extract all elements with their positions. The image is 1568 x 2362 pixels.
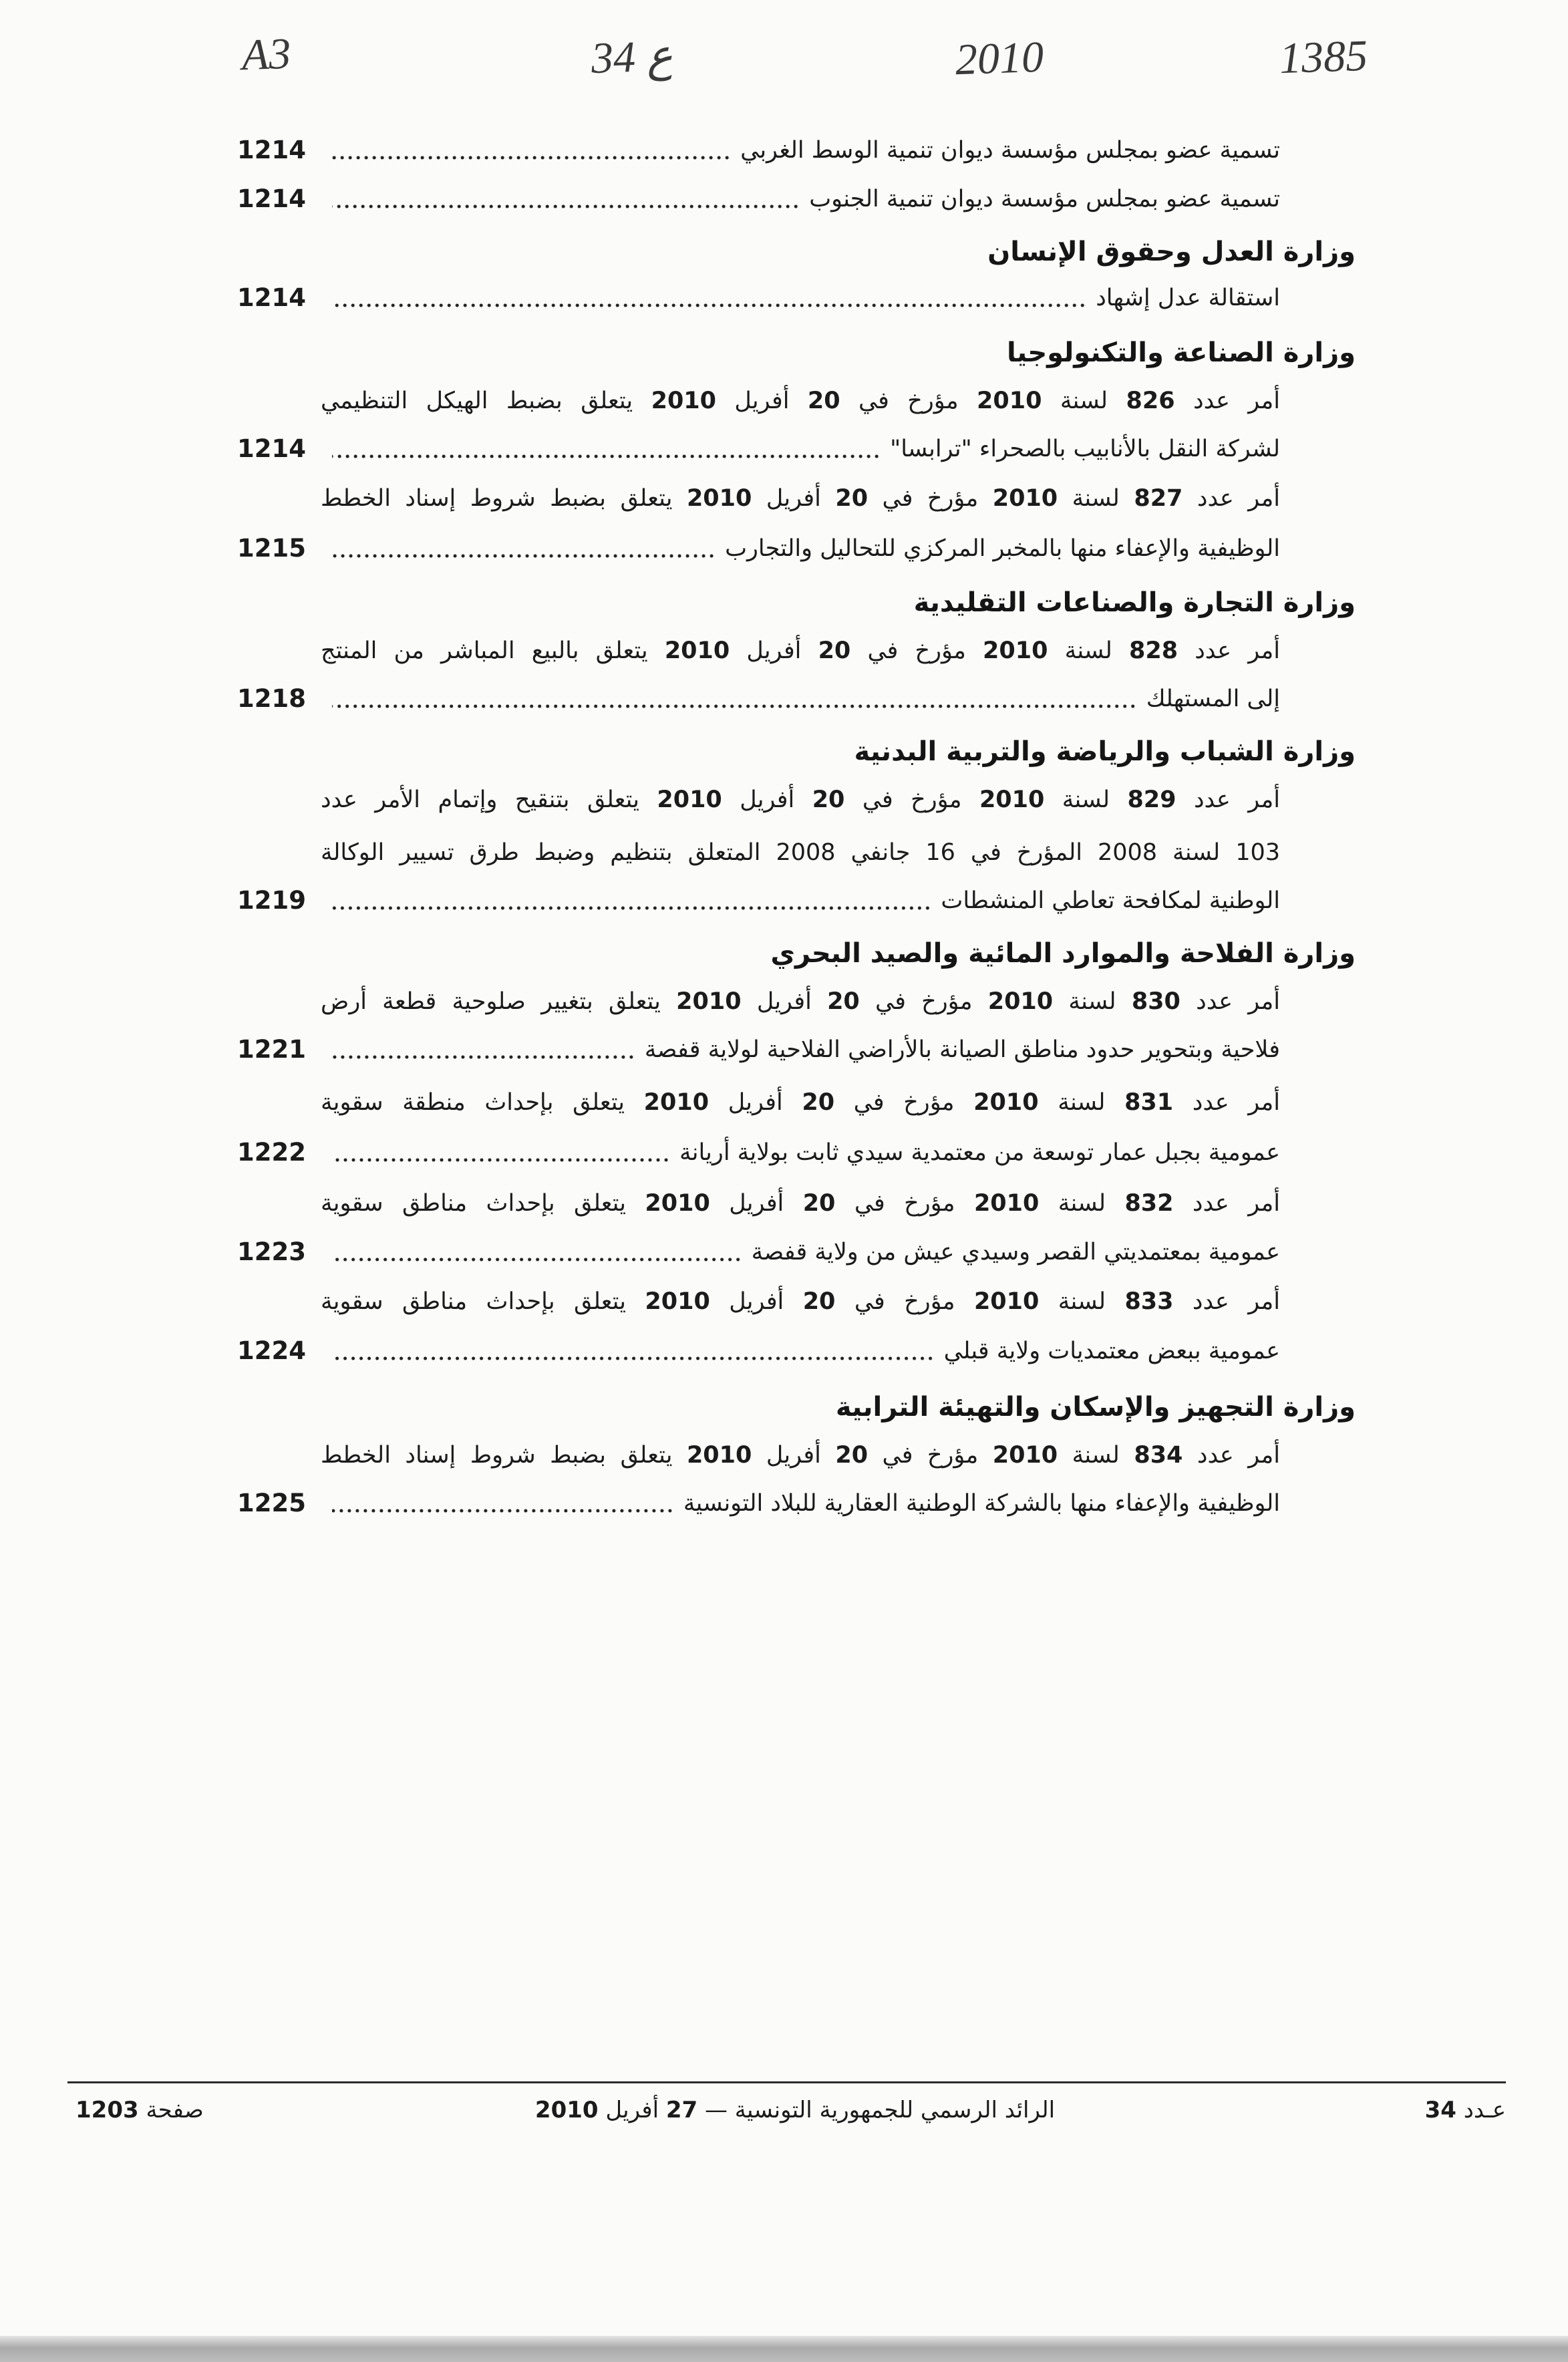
dot-leader (332, 905, 931, 911)
page-number: 1221 (237, 1035, 306, 1064)
bold-number: 2010 (992, 1442, 1058, 1469)
entry-text-line: أمر عدد 826 لسنة 2010 مؤرخ في 20 أفريل 2010 يتعلق بضبط الهيكل التنظيمي (321, 388, 1281, 414)
page-number: 1222 (237, 1138, 306, 1167)
bold-number: 20 (802, 1089, 835, 1116)
entry-text: عمومية بمعتمديتي القصر وسيدي عيش من ولاية قفصة (751, 1239, 1280, 1266)
bold-number: 831 (1124, 1089, 1174, 1116)
footer-journal-title: الرائد الرسمي للجمهورية التونسية — 27 أفريل 2010 (534, 2097, 1056, 2123)
bold-number: 2010 (979, 786, 1045, 813)
dot-leader (332, 1054, 635, 1060)
bold-number: 34 (1424, 2097, 1456, 2123)
toc-entry-line (237, 529, 1280, 569)
bold-number: 2010 (686, 485, 752, 512)
toc-entry-line (237, 1133, 1280, 1173)
entry-text-line: أمر عدد 834 لسنة 2010 مؤرخ في 20 أفريل 2010 يتعلق بضبط شروط إسناد الخطط (321, 1442, 1280, 1469)
entry-text: الوظيفية والإعفاء منها بالشركة الوطنية العقارية للبلاد التونسية (683, 1490, 1280, 1517)
bold-number: 2010 (973, 1089, 1039, 1116)
dot-leader (332, 1356, 935, 1361)
entry-text: عمومية ببعض معتمديات ولاية قبلي (943, 1338, 1280, 1364)
bold-number: 832 (1124, 1190, 1174, 1217)
bold-number: 20 (835, 1442, 869, 1469)
bold-number: 830 (1131, 988, 1181, 1015)
page-number: 1214 (237, 434, 306, 463)
page-number: 1214 (237, 184, 306, 213)
toc-entry-line (237, 679, 1280, 719)
page-number: 1214 (237, 283, 306, 312)
entry-text-line: 103 لسنة 2008 المؤرخ في 16 جانفي 2008 المتعلق بتنظيم وضبط طرق تسيير الوكالة (321, 839, 1280, 866)
entry-text-line: أمر عدد 828 لسنة 2010 مؤرخ في 20 أفريل 2010 يتعلق بالبيع المباشر من المنتج (321, 637, 1280, 664)
dot-leader (332, 1157, 670, 1163)
bold-number: 2010 (651, 388, 717, 414)
page-number: 1218 (237, 684, 306, 713)
entry-text: الوطنية لمكافحة تعاطي المنشطات (941, 887, 1280, 914)
bold-number: 2010 (973, 1288, 1040, 1315)
page-number: 1215 (237, 534, 306, 563)
entry-text-line: أمر عدد 832 لسنة 2010 مؤرخ في 20 أفريل 2010 يتعلق بإحداث مناطق سقوية (321, 1190, 1280, 1217)
toc-entry-line (237, 1030, 1280, 1070)
bold-number: 2010 (657, 786, 722, 813)
entry-text: تسمية عضو بمجلس مؤسسة ديوان تنمية الوسط الغربي (740, 137, 1280, 164)
page-number: 1223 (237, 1237, 306, 1266)
entry-text: فلاحية وبتحوير حدود مناطق الصيانة بالأراضي الفلاحية لولاية قفصة (644, 1036, 1280, 1063)
handwritten-note: 2010 (954, 32, 1045, 85)
bold-number: 2010 (977, 388, 1042, 414)
entry-text: لشركة النقل بالأنابيب بالصحراء "ترابسا" (890, 436, 1280, 462)
toc-entry-line (237, 1331, 1280, 1371)
ministry-heading: وزارة الفلاحة والموارد المائية والصيد البحري (770, 938, 1356, 969)
toc-entry-line (237, 429, 1280, 469)
scanner-edge (0, 2336, 1568, 2362)
entry-text: تسمية عضو بمجلس مؤسسة ديوان تنمية الجنوب (809, 186, 1280, 212)
toc-entry-line (237, 1232, 1280, 1272)
dot-leader (332, 155, 731, 160)
ministry-heading: وزارة الشباب والرياضة والتربية البدنية (854, 736, 1356, 767)
footer-rule (67, 2081, 1506, 2083)
bold-number: 2010 (676, 988, 742, 1015)
bold-number: 2010 (645, 1288, 710, 1315)
bold-number: 826 (1126, 388, 1175, 414)
handwritten-note: 1385 (1278, 31, 1369, 84)
bold-number: 2010 (664, 637, 730, 664)
toc-entry-line (237, 130, 1280, 170)
dot-leader (332, 704, 1137, 709)
bold-number: 2010 (987, 988, 1054, 1015)
entry-text: استقالة عدل إشهاد (1096, 285, 1280, 311)
dot-leader (332, 1257, 742, 1262)
ministry-heading: وزارة التجارة والصناعات التقليدية (913, 587, 1356, 618)
bold-number: 27 (665, 2097, 698, 2123)
bold-number: 2010 (992, 485, 1058, 512)
bold-number: 20 (802, 1190, 836, 1217)
bold-number: 828 (1128, 637, 1179, 664)
entry-text-line: أمر عدد 833 لسنة 2010 مؤرخ في 20 أفريل 2010 يتعلق بإحداث مناطق سقوية (321, 1288, 1280, 1315)
dot-leader (332, 1508, 674, 1513)
entry-text: إلى المستهلك (1146, 686, 1280, 712)
bold-number: 833 (1124, 1288, 1174, 1315)
entry-text: الوظيفية والإعفاء منها بالمخبر المركزي للتحاليل والتجارب (725, 535, 1280, 562)
ministry-heading: وزارة الصناعة والتكنولوجيا (1006, 337, 1356, 368)
ministry-heading: وزارة التجهيز والإسكان والتهيئة الترابية (835, 1392, 1356, 1423)
toc-entry-line (237, 1483, 1280, 1523)
handwritten-note: A3 (241, 29, 292, 80)
bold-number: 1203 (75, 2097, 139, 2123)
page-number: 1224 (237, 1336, 306, 1365)
bold-number: 20 (818, 637, 851, 664)
bold-number: 2010 (686, 1442, 752, 1469)
entry-text-line: أمر عدد 829 لسنة 2010 مؤرخ في 20 أفريل 2010 يتعلق بتنقيح وإتمام الأمر عدد (321, 786, 1281, 813)
dot-leader (332, 454, 881, 459)
dot-leader (332, 303, 1086, 308)
bold-number: 20 (827, 988, 860, 1015)
bold-number: 827 (1134, 485, 1183, 512)
ministry-heading: وزارة العدل وحقوق الإنسان (987, 237, 1356, 267)
bold-number: 2010 (534, 2097, 599, 2123)
footer-page-number: صفحة 1203 (75, 2097, 204, 2123)
bold-number: 20 (812, 786, 845, 813)
bold-number: 2010 (643, 1089, 710, 1116)
bold-number: 20 (807, 388, 840, 414)
entry-text-line: أمر عدد 827 لسنة 2010 مؤرخ في 20 أفريل 2010 يتعلق بضبط شروط إسناد الخطط (321, 485, 1280, 512)
bold-number: 20 (802, 1288, 836, 1315)
toc-entry-line (237, 278, 1280, 318)
footer-issue-number: عـدد 34 (1424, 2097, 1506, 2123)
bold-number: 20 (835, 485, 869, 512)
bold-number: 2010 (973, 1190, 1040, 1217)
handwritten-note: 34 ع (590, 31, 674, 84)
entry-text: عمومية بجبل عمار توسعة من معتمدية سيدي ثابت بولاية أريانة (679, 1139, 1280, 1166)
page-number: 1214 (237, 136, 306, 164)
page-number: 1225 (237, 1489, 306, 1517)
dot-leader (332, 204, 800, 209)
bold-number: 834 (1134, 1442, 1183, 1469)
dot-leader (332, 553, 716, 559)
toc-entry-line (237, 881, 1280, 921)
entry-text-line: أمر عدد 830 لسنة 2010 مؤرخ في 20 أفريل 2010 يتعلق بتغيير صلوحية قطعة أرض (321, 988, 1280, 1015)
bold-number: 829 (1127, 786, 1177, 813)
bold-number: 2010 (645, 1190, 710, 1217)
toc-entry-line (237, 179, 1280, 219)
entry-text-line: أمر عدد 831 لسنة 2010 مؤرخ في 20 أفريل 2010 يتعلق بإحداث منطقة سقوية (321, 1089, 1280, 1116)
bold-number: 2010 (983, 637, 1048, 664)
page-number: 1219 (237, 886, 306, 915)
